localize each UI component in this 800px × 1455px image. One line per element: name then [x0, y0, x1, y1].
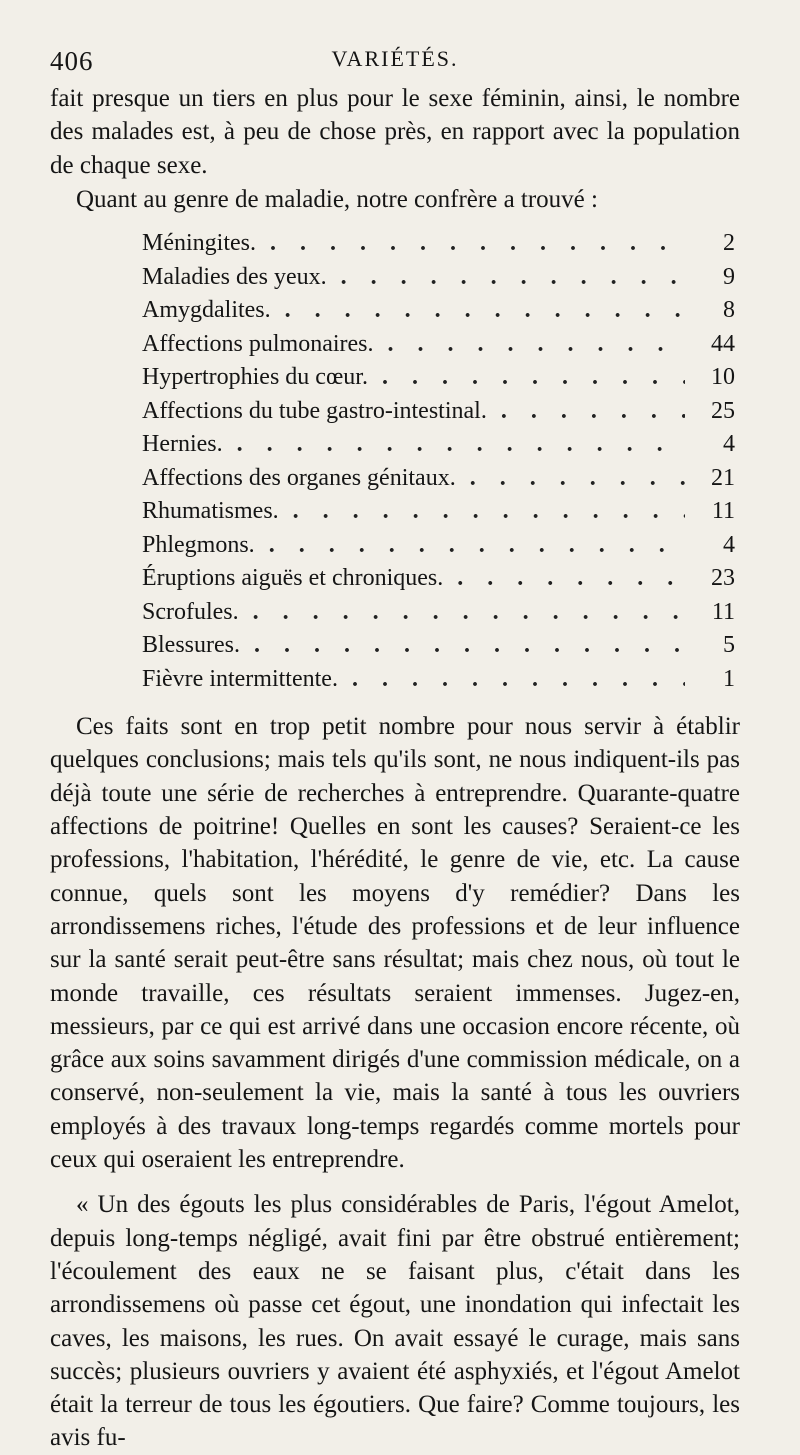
dot-leader: [254, 629, 685, 662]
disease-row: [142, 529, 735, 563]
running-title: VARIÉTÉS.: [331, 46, 459, 71]
disease-count: 4: [723, 531, 735, 558]
disease-row: [142, 261, 735, 295]
dot-leader: [285, 294, 685, 327]
paragraph-lead: Quant au genre de maladie, notre confrère a trouvé :: [76, 185, 598, 213]
disease-name: Amygdalites.: [142, 297, 271, 324]
disease-row: [142, 562, 735, 596]
disease-row: [142, 663, 735, 697]
disease-name: Phlegmons.: [142, 531, 255, 558]
disease-row: [142, 495, 735, 529]
disease-name: Méningites.: [142, 230, 256, 257]
disease-row: [142, 462, 735, 496]
paragraph-conclusion: Ces faits sont en trop petit nombre pour nous servir à établir quelques conclusions; mais tels qu'ils sont, ne nous indiquent-ils pas déjà toute une série de recherches à entreprendre. Quarante-quatre affections de poitrine! Quelles en sont les causes? Seraient-ce les professions, l'habitation, l'hérédité, le genre de vie, etc. La cause connue, quels sont les moyens d'y remédier? Dans les arrondissemens riches, l'étude des professions et de leur influence sur la santé serait peut-être sans résultat; mais chez nous, où tout le monde travaille, ces résultats seraient immenses. Jugez-en, messieurs, par ce qui est arrivé dans une occasion encore récente, où grâce aux soins savamment dirigés d'une commission médicale, on a conservé, non-seulement la vie, mais la santé à tous les ouvriers employés à des travaux long-temps regardés comme mortels pour ceux qui oseraient les entreprendre.: [50, 713, 740, 1174]
disease-count: 9: [723, 263, 735, 290]
disease-name: Rhumatismes.: [142, 498, 279, 525]
disease-count: 11: [711, 498, 735, 525]
disease-row: [142, 395, 735, 429]
disease-row: [142, 294, 735, 328]
dot-leader: [501, 395, 685, 428]
dot-leader: [237, 428, 685, 461]
disease-name: Affections pulmonaires.: [142, 330, 374, 357]
disease-table: [50, 227, 740, 696]
dot-leader: [341, 261, 685, 294]
dot-leader: [270, 227, 685, 260]
disease-name: Affections des organes génitaux.: [142, 464, 456, 491]
disease-count: 5: [723, 632, 735, 659]
dot-leader: [293, 495, 685, 528]
page-header: [50, 38, 740, 82]
disease-row: [142, 361, 735, 395]
disease-count: 25: [711, 397, 735, 424]
disease-count: 21: [711, 464, 735, 491]
page-number: 406: [50, 46, 94, 76]
dot-leader: [388, 328, 685, 361]
disease-name: Fièvre intermittente.: [142, 665, 338, 692]
disease-name: Blessures.: [142, 632, 240, 659]
disease-count: 2: [723, 230, 735, 257]
disease-row: [142, 428, 735, 462]
disease-name: Maladies des yeux.: [142, 263, 327, 290]
disease-row: [142, 328, 735, 362]
disease-name: Hernies.: [142, 431, 223, 458]
dot-leader: [352, 663, 685, 696]
dot-leader: [269, 529, 685, 562]
dot-leader: [457, 562, 685, 595]
disease-row: [142, 227, 735, 261]
paragraph-continuation: fait presque un tiers en plus pour le sexe féminin, ainsi, le nombre des malades est, à peu de chose près, en rapport avec la population de chaque sexe.: [50, 85, 740, 179]
disease-name: Éruptions aiguës et chroniques.: [142, 565, 444, 592]
disease-row: [142, 596, 735, 630]
disease-count: 11: [711, 598, 735, 625]
disease-name: Hypertrophies du cœur.: [142, 364, 368, 391]
disease-count: 10: [711, 364, 735, 391]
dot-leader: [382, 361, 685, 394]
disease-row: [142, 629, 735, 663]
page-body: [50, 82, 740, 1455]
dot-leader: [253, 596, 685, 629]
disease-count: 44: [711, 330, 735, 357]
disease-count: 1: [723, 665, 735, 692]
disease-count: 4: [723, 431, 735, 458]
dot-leader: [470, 462, 685, 495]
disease-name: Scrofules.: [142, 598, 239, 625]
paragraph-quotation: « Un des égouts les plus considérables de Paris, l'égout Amelot, depuis long-temps négligé, avait fini par être obstrué entièrement; l'écoulement des eaux ne se faisant plus, c'était dans les arrondissemens où passe cet égout, une inondation qui infectait les caves, les maisons, les rues. On avait essayé le curage, mais sans succès; plusieurs ouvriers y avaient été asphyxiés, et l'égout Amelot était la terreur de tous les égoutiers. Que faire? Comme toujours, les avis fu-: [50, 1191, 740, 1452]
disease-count: 8: [723, 297, 735, 324]
disease-count: 23: [711, 565, 735, 592]
disease-name: Affections du tube gastro-intestinal.: [142, 397, 487, 424]
